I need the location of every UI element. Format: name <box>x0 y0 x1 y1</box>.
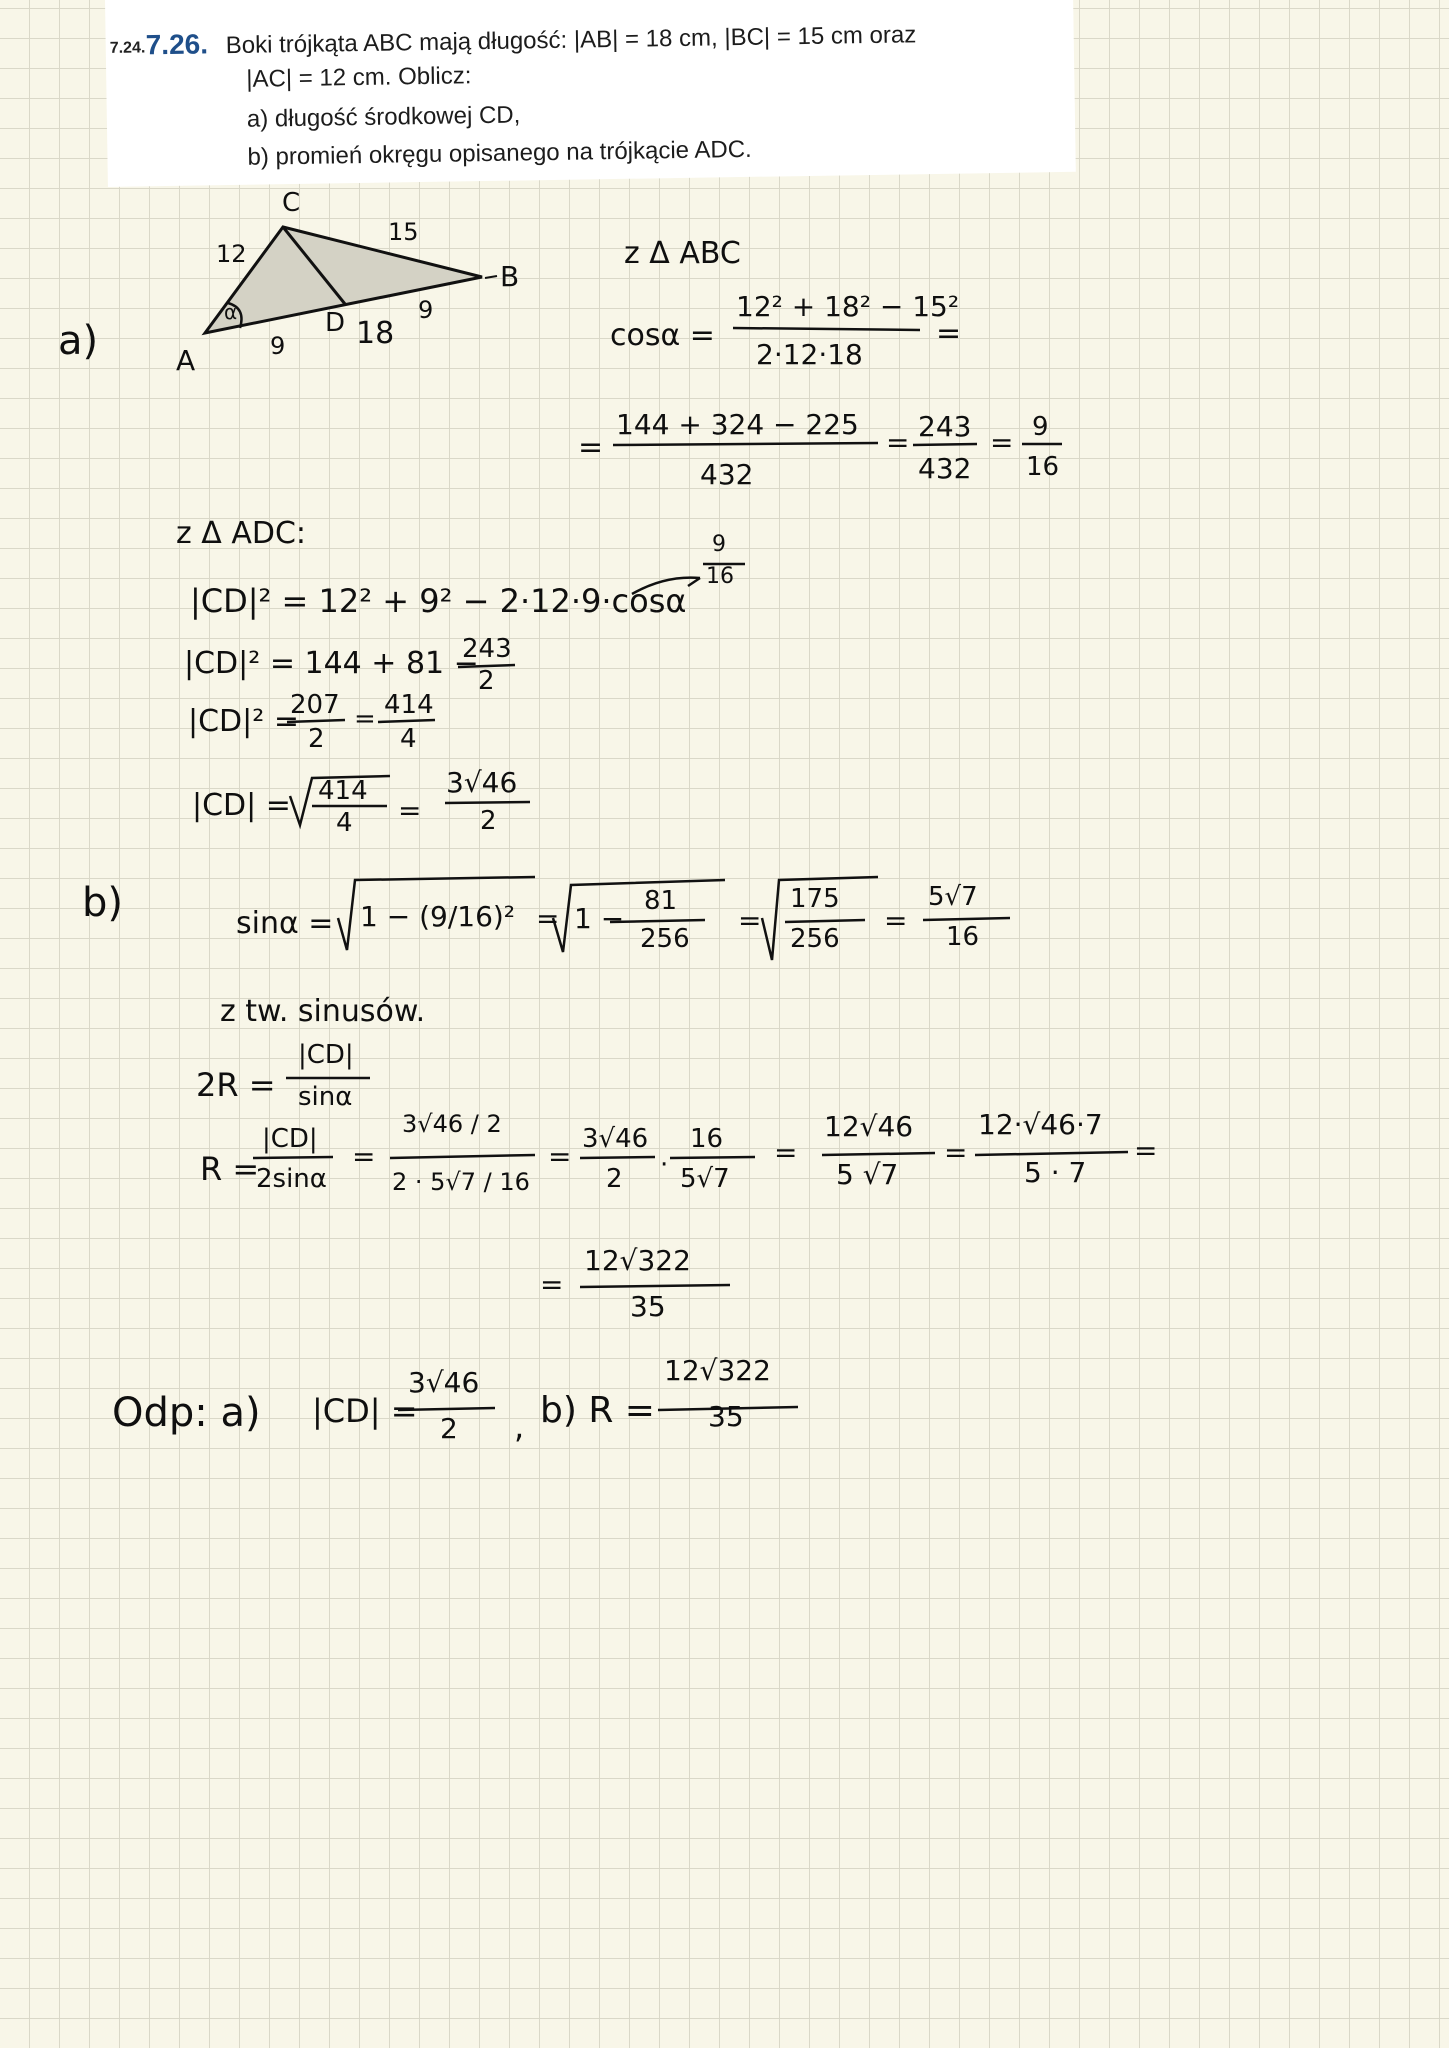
step2-equals-b: = <box>886 426 910 459</box>
r-equals-a: = <box>352 1140 376 1173</box>
r-step3-denominator: 5 · 7 <box>1024 1156 1087 1189</box>
sin-equals-b: = <box>738 904 762 937</box>
law-line-4-result-numerator: 3√46 <box>446 766 518 799</box>
task-number: 7.26. <box>145 28 209 61</box>
angle-alpha-label: α <box>224 300 238 324</box>
answer-b-denominator: 35 <box>708 1400 744 1433</box>
law-line-3-denominator-b: 4 <box>400 724 417 754</box>
r-lhs: R = <box>200 1150 260 1188</box>
r-equals-c: = <box>774 1136 798 1169</box>
r-step3-numerator: 12·√46·7 <box>978 1108 1103 1141</box>
seg-ad-label: 9 <box>270 332 286 360</box>
answer-separator: , <box>514 1408 525 1446</box>
bar-sin-b <box>610 920 705 922</box>
cos-denominator: 2·12·18 <box>756 338 863 371</box>
bar-sin-res <box>923 918 1010 920</box>
abc-heading: z Δ ABC <box>624 236 741 271</box>
answer-prefix: Odp: a) <box>112 1390 261 1436</box>
cos-equals: = <box>936 316 962 351</box>
step2-numerator: 144 + 324 − 225 <box>616 408 859 441</box>
r-numerator: |CD| <box>262 1124 318 1154</box>
sin-step-b-one: 1 − <box>574 902 625 935</box>
r-step1b-denominator: 5√7 <box>680 1164 730 1194</box>
bar-r-s1 <box>580 1157 655 1158</box>
triangle-figure <box>205 227 497 333</box>
side-ab-label: 18 <box>356 316 395 351</box>
side-bc-label: 15 <box>388 218 419 246</box>
r-step1-denominator: 2 <box>606 1164 623 1194</box>
task-line-1: Boki trójkąta ABC mają długość: |AB| = 18 cm, |BC| = 15 cm oraz <box>225 21 917 60</box>
sin-lhs: sinα = <box>236 906 334 941</box>
r2-numerator: |CD| <box>298 1040 354 1070</box>
part-b-label: b) <box>82 880 123 926</box>
sin-step-c-denominator: 256 <box>790 924 840 954</box>
step2-equals: = <box>578 430 604 465</box>
task-line-2: |AC| = 12 cm. Oblicz: <box>246 62 472 93</box>
task-item-b: b) promień okręgu opisanego na trójkącie ADC. <box>247 135 752 171</box>
r-step1-dot: · <box>660 1150 669 1180</box>
sinus-law-heading: z tw. sinusów. <box>220 994 426 1029</box>
bar-cos <box>733 328 920 330</box>
law-line-1: |CD|² = 12² + 9² − 2·12·9·cosα <box>190 582 687 620</box>
r-step1-numerator: 3√46 <box>582 1124 649 1154</box>
bar-step2b <box>913 444 977 445</box>
r-equals-d: = <box>944 1136 968 1169</box>
r-step2-denominator: 5 √7 <box>836 1158 899 1191</box>
step2-denominator-c: 16 <box>1026 452 1060 482</box>
cos-numerator: 12² + 18² − 15² <box>736 290 960 323</box>
step2-denominator: 432 <box>700 458 754 491</box>
part-a-label: a) <box>58 318 99 364</box>
arrow-to-b <box>485 276 497 278</box>
side-ac-label: 12 <box>216 240 247 268</box>
answer-a-lhs: |CD| = <box>312 1392 418 1430</box>
answer-b-lhs: b) R = <box>540 1390 655 1431</box>
r-big-numerator: 3√46 / 2 <box>402 1110 502 1138</box>
r2-denominator: sinα <box>298 1082 353 1112</box>
bar-r-s2 <box>822 1153 935 1155</box>
step2-equals-c: = <box>990 426 1014 459</box>
step2-numerator-c: 9 <box>1032 412 1049 442</box>
law-line-4-denominator: 4 <box>336 808 353 838</box>
sin-step-a: 1 − (9/16)² <box>360 900 516 933</box>
r-final-denominator: 35 <box>630 1290 666 1323</box>
bar-law3b <box>378 720 435 722</box>
vertex-b-label: B <box>500 260 520 293</box>
vertex-a-label: A <box>176 344 196 377</box>
adc-heading: z Δ ADC: <box>176 516 307 551</box>
law-line-2-numerator: 243 <box>462 634 512 664</box>
sin-step-b-numerator: 81 <box>644 886 678 916</box>
r-equals-e: = <box>1134 1134 1158 1167</box>
r2-lhs: 2R = <box>196 1066 276 1104</box>
step2-numerator-b: 243 <box>918 410 972 443</box>
bar-r-final <box>580 1285 730 1287</box>
bar-sin-c <box>785 920 865 922</box>
note-arrow <box>688 578 700 586</box>
r-equals-b: = <box>548 1140 572 1173</box>
law-line-4-numerator: 414 <box>318 776 368 806</box>
r-equals-f: = <box>540 1268 564 1301</box>
r-step1b-numerator: 16 <box>690 1124 724 1154</box>
law-line-3-denominator: 2 <box>308 724 325 754</box>
answer-a-numerator: 3√46 <box>408 1366 480 1399</box>
task-item-a: a) długość środkowej CD, <box>246 101 521 133</box>
sin-result-denominator: 16 <box>946 922 980 952</box>
old-task-number: 7.24. <box>109 39 146 57</box>
bar-r-big <box>390 1155 535 1158</box>
vertex-c-label: C <box>282 188 301 218</box>
sin-equals-a: = <box>536 902 560 935</box>
sin-step-c-numerator: 175 <box>790 884 840 914</box>
bar-r-s3 <box>975 1152 1128 1155</box>
note-numerator: 9 <box>712 532 726 557</box>
cos-lhs: cosα = <box>610 318 715 353</box>
r-final-numerator: 12√322 <box>584 1244 691 1277</box>
sin-result-numerator: 5√7 <box>928 882 978 912</box>
law-line-2-lhs: |CD|² = 144 + 81 − <box>184 646 479 681</box>
law-line-3-numerator-b: 414 <box>384 690 434 720</box>
bar-step2 <box>613 443 878 445</box>
law-line-3-equals: = <box>354 704 376 734</box>
note-denominator: 16 <box>706 564 734 589</box>
law-line-3-lhs: |CD|² = <box>188 704 299 739</box>
law-line-4-result-denominator: 2 <box>480 806 497 836</box>
law-line-2-denominator: 2 <box>478 666 495 696</box>
step2-denominator-b: 432 <box>918 452 972 485</box>
law-line-4-equals: = <box>398 794 422 827</box>
vertex-d-label: D <box>325 308 346 338</box>
bar-law4-res <box>445 802 530 803</box>
r-step2-numerator: 12√46 <box>824 1110 914 1143</box>
bar-r-s1b <box>670 1157 755 1158</box>
bar-r <box>253 1157 333 1158</box>
sin-step-b-denominator: 256 <box>640 924 690 954</box>
r-denominator: 2sinα <box>256 1164 327 1194</box>
law-line-4-lhs: |CD| = <box>192 788 291 823</box>
law-line-3-numerator: 207 <box>290 690 340 720</box>
sin-equals-c: = <box>884 904 908 937</box>
answer-a-denominator: 2 <box>440 1412 458 1445</box>
r-big-denominator: 2 · 5√7 / 16 <box>392 1168 530 1196</box>
answer-b-numerator: 12√322 <box>664 1354 771 1387</box>
seg-db-label: 9 <box>418 296 434 324</box>
